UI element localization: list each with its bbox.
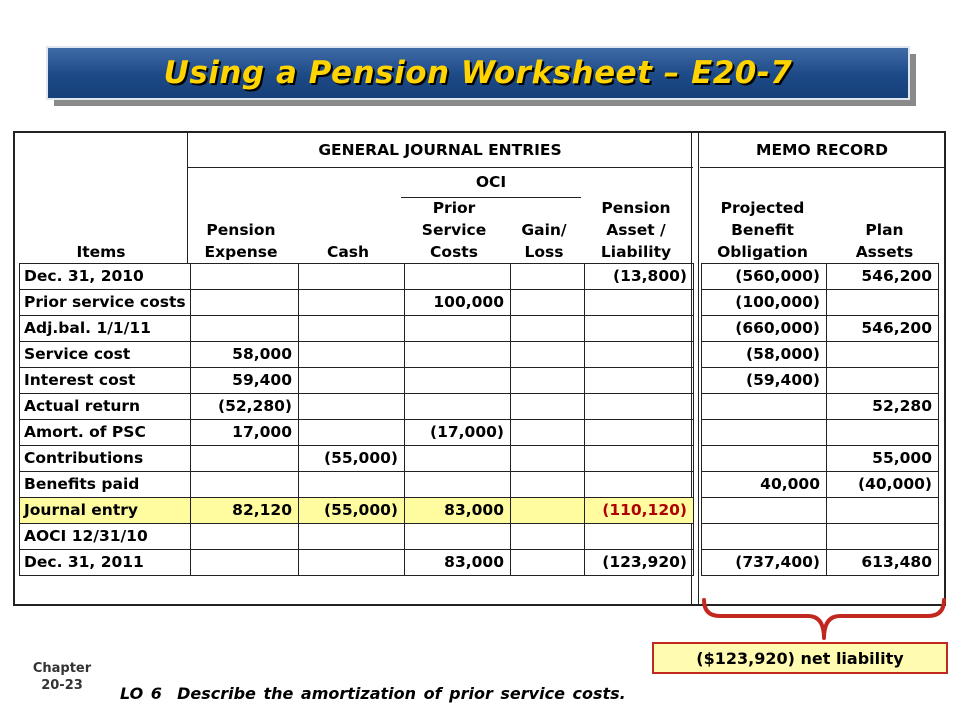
item-cell: AOCI 12/31/10 xyxy=(19,523,191,550)
asset-liab-cell: (13,800) xyxy=(584,263,694,290)
pension-worksheet xyxy=(13,131,946,606)
table-row xyxy=(19,341,938,367)
table-row xyxy=(19,263,938,289)
pbo-cell: (58,000) xyxy=(701,341,827,368)
cash-cell xyxy=(298,315,405,342)
plan-cell xyxy=(826,419,939,446)
learning-objective: LO 6 Describe the amortization of prior service costs. xyxy=(120,684,626,703)
expense-cell xyxy=(190,315,299,342)
psc-heading-3: Costs xyxy=(430,243,478,261)
asset-liab-heading-2: Asset / xyxy=(606,221,666,239)
pbo-cell xyxy=(701,497,827,524)
gain-cell xyxy=(510,263,585,290)
gain-cell xyxy=(510,367,585,394)
title-banner xyxy=(46,46,910,100)
asset-liab-cell xyxy=(584,471,694,498)
pbo-heading-1: Projected xyxy=(720,199,805,217)
table-row xyxy=(19,445,938,471)
expense-cell: 58,000 xyxy=(190,341,299,368)
asset-liab-cell xyxy=(584,341,694,368)
table-row xyxy=(19,367,938,393)
plan-cell xyxy=(826,289,939,316)
cash-cell: (55,000) xyxy=(298,497,405,524)
asset-liab-cell: (123,920) xyxy=(584,549,694,576)
psc-cell xyxy=(404,367,511,394)
pbo-heading-2: Benefit xyxy=(731,221,794,239)
chapter-number: 20-23 xyxy=(41,678,83,693)
expense-cell xyxy=(190,523,299,550)
expense-cell xyxy=(190,289,299,316)
pbo-cell: 40,000 xyxy=(701,471,827,498)
plan-assets-heading-1: Plan xyxy=(865,221,904,239)
item-cell: Dec. 31, 2011 xyxy=(19,549,191,576)
cash-cell: (55,000) xyxy=(298,445,405,472)
worksheet-body xyxy=(19,263,938,575)
gain-cell xyxy=(510,497,585,524)
pension-expense-heading-2: Expense xyxy=(204,243,278,261)
table-row xyxy=(19,393,938,419)
chapter-word: Chapter xyxy=(32,661,92,676)
pbo-cell: (59,400) xyxy=(701,367,827,394)
expense-cell: 59,400 xyxy=(190,367,299,394)
table-row xyxy=(19,523,938,549)
item-cell: Contributions xyxy=(19,445,191,472)
expense-cell xyxy=(190,471,299,498)
cash-cell xyxy=(298,341,405,368)
item-cell: Actual return xyxy=(19,393,191,420)
asset-liab-cell xyxy=(584,523,694,550)
psc-cell xyxy=(404,471,511,498)
items-heading: Items xyxy=(76,243,126,261)
expense-cell xyxy=(190,263,299,290)
expense-cell: (52,280) xyxy=(190,393,299,420)
pbo-cell: (100,000) xyxy=(701,289,827,316)
cash-cell xyxy=(298,393,405,420)
item-cell: Dec. 31, 2010 xyxy=(19,263,191,290)
gain-cell xyxy=(510,289,585,316)
journal-entry-row xyxy=(19,497,938,523)
gain-cell xyxy=(510,341,585,368)
psc-cell xyxy=(404,263,511,290)
plan-cell: 546,200 xyxy=(826,315,939,342)
item-cell: Adj.bal. 1/1/11 xyxy=(19,315,191,342)
gain-cell xyxy=(510,445,585,472)
cash-cell xyxy=(298,471,405,498)
net-liability-callout xyxy=(652,642,948,674)
pbo-cell: (660,000) xyxy=(701,315,827,342)
psc-heading-1: Prior xyxy=(432,199,476,217)
pbo-cell: (560,000) xyxy=(701,263,827,290)
plan-cell: 613,480 xyxy=(826,549,939,576)
item-cell: Journal entry xyxy=(19,497,191,524)
plan-cell xyxy=(826,523,939,550)
cash-heading: Cash xyxy=(326,243,370,261)
journal-header-rule xyxy=(187,167,693,168)
asset-liab-cell xyxy=(584,367,694,394)
plan-cell: (40,000) xyxy=(826,471,939,498)
plan-cell xyxy=(826,367,939,394)
table-row xyxy=(19,471,938,497)
table-row xyxy=(19,549,938,575)
plan-cell: 55,000 xyxy=(826,445,939,472)
gain-cell xyxy=(510,523,585,550)
table-row xyxy=(19,315,938,341)
psc-cell xyxy=(404,341,511,368)
plan-cell xyxy=(826,341,939,368)
asset-liab-cell xyxy=(584,393,694,420)
item-cell: Prior service costs xyxy=(19,289,191,316)
gain-loss-heading-2: Loss xyxy=(524,243,564,261)
expense-cell: 82,120 xyxy=(190,497,299,524)
plan-cell xyxy=(826,497,939,524)
item-cell: Benefits paid xyxy=(19,471,191,498)
gain-cell xyxy=(510,315,585,342)
pension-expense-heading-1: Pension xyxy=(206,221,276,239)
gain-cell xyxy=(510,471,585,498)
plan-cell: 52,280 xyxy=(826,393,939,420)
pbo-heading-3: Obligation xyxy=(717,243,808,261)
gain-cell xyxy=(510,549,585,576)
psc-cell: 83,000 xyxy=(404,497,511,524)
asset-liab-cell xyxy=(584,445,694,472)
cash-cell xyxy=(298,367,405,394)
psc-cell: 100,000 xyxy=(404,289,511,316)
cash-cell xyxy=(298,289,405,316)
psc-cell xyxy=(404,315,511,342)
pbo-cell xyxy=(701,419,827,446)
table-row xyxy=(19,419,938,445)
table-row xyxy=(19,289,938,315)
expense-cell xyxy=(190,445,299,472)
psc-cell: (17,000) xyxy=(404,419,511,446)
asset-liab-cell xyxy=(584,289,694,316)
asset-liab-heading-1: Pension xyxy=(601,199,671,217)
pbo-cell xyxy=(701,523,827,550)
memo-record-heading: MEMO RECORD xyxy=(756,141,888,159)
item-cell: Interest cost xyxy=(19,367,191,394)
psc-cell: 83,000 xyxy=(404,549,511,576)
gain-loss-heading-1: Gain/ xyxy=(521,221,567,239)
expense-cell: 17,000 xyxy=(190,419,299,446)
cash-cell xyxy=(298,549,405,576)
memo-header-rule xyxy=(700,167,944,168)
oci-heading: OCI xyxy=(475,173,507,191)
chapter-label xyxy=(22,660,102,694)
cash-cell xyxy=(298,263,405,290)
asset-liab-cell: (110,120) xyxy=(584,497,694,524)
item-cell: Service cost xyxy=(19,341,191,368)
psc-cell xyxy=(404,445,511,472)
curly-brace-icon xyxy=(700,598,948,642)
asset-liab-heading-3: Liability xyxy=(600,243,672,261)
plan-assets-heading-2: Assets xyxy=(855,243,914,261)
gain-cell xyxy=(510,393,585,420)
expense-cell xyxy=(190,549,299,576)
pbo-cell xyxy=(701,393,827,420)
pbo-cell xyxy=(701,445,827,472)
asset-liab-cell xyxy=(584,315,694,342)
psc-cell xyxy=(404,393,511,420)
cash-cell xyxy=(298,419,405,446)
net-liability-text: ($123,920) net liability xyxy=(696,648,904,668)
general-journal-heading: GENERAL JOURNAL ENTRIES xyxy=(318,141,562,159)
gain-cell xyxy=(510,419,585,446)
item-cell: Amort. of PSC xyxy=(19,419,191,446)
asset-liab-cell xyxy=(584,419,694,446)
page-title: Using a Pension Worksheet – E20-7 xyxy=(163,55,793,91)
psc-heading-2: Service xyxy=(421,221,487,239)
pbo-cell: (737,400) xyxy=(701,549,827,576)
psc-cell xyxy=(404,523,511,550)
cash-cell xyxy=(298,523,405,550)
plan-cell: 546,200 xyxy=(826,263,939,290)
